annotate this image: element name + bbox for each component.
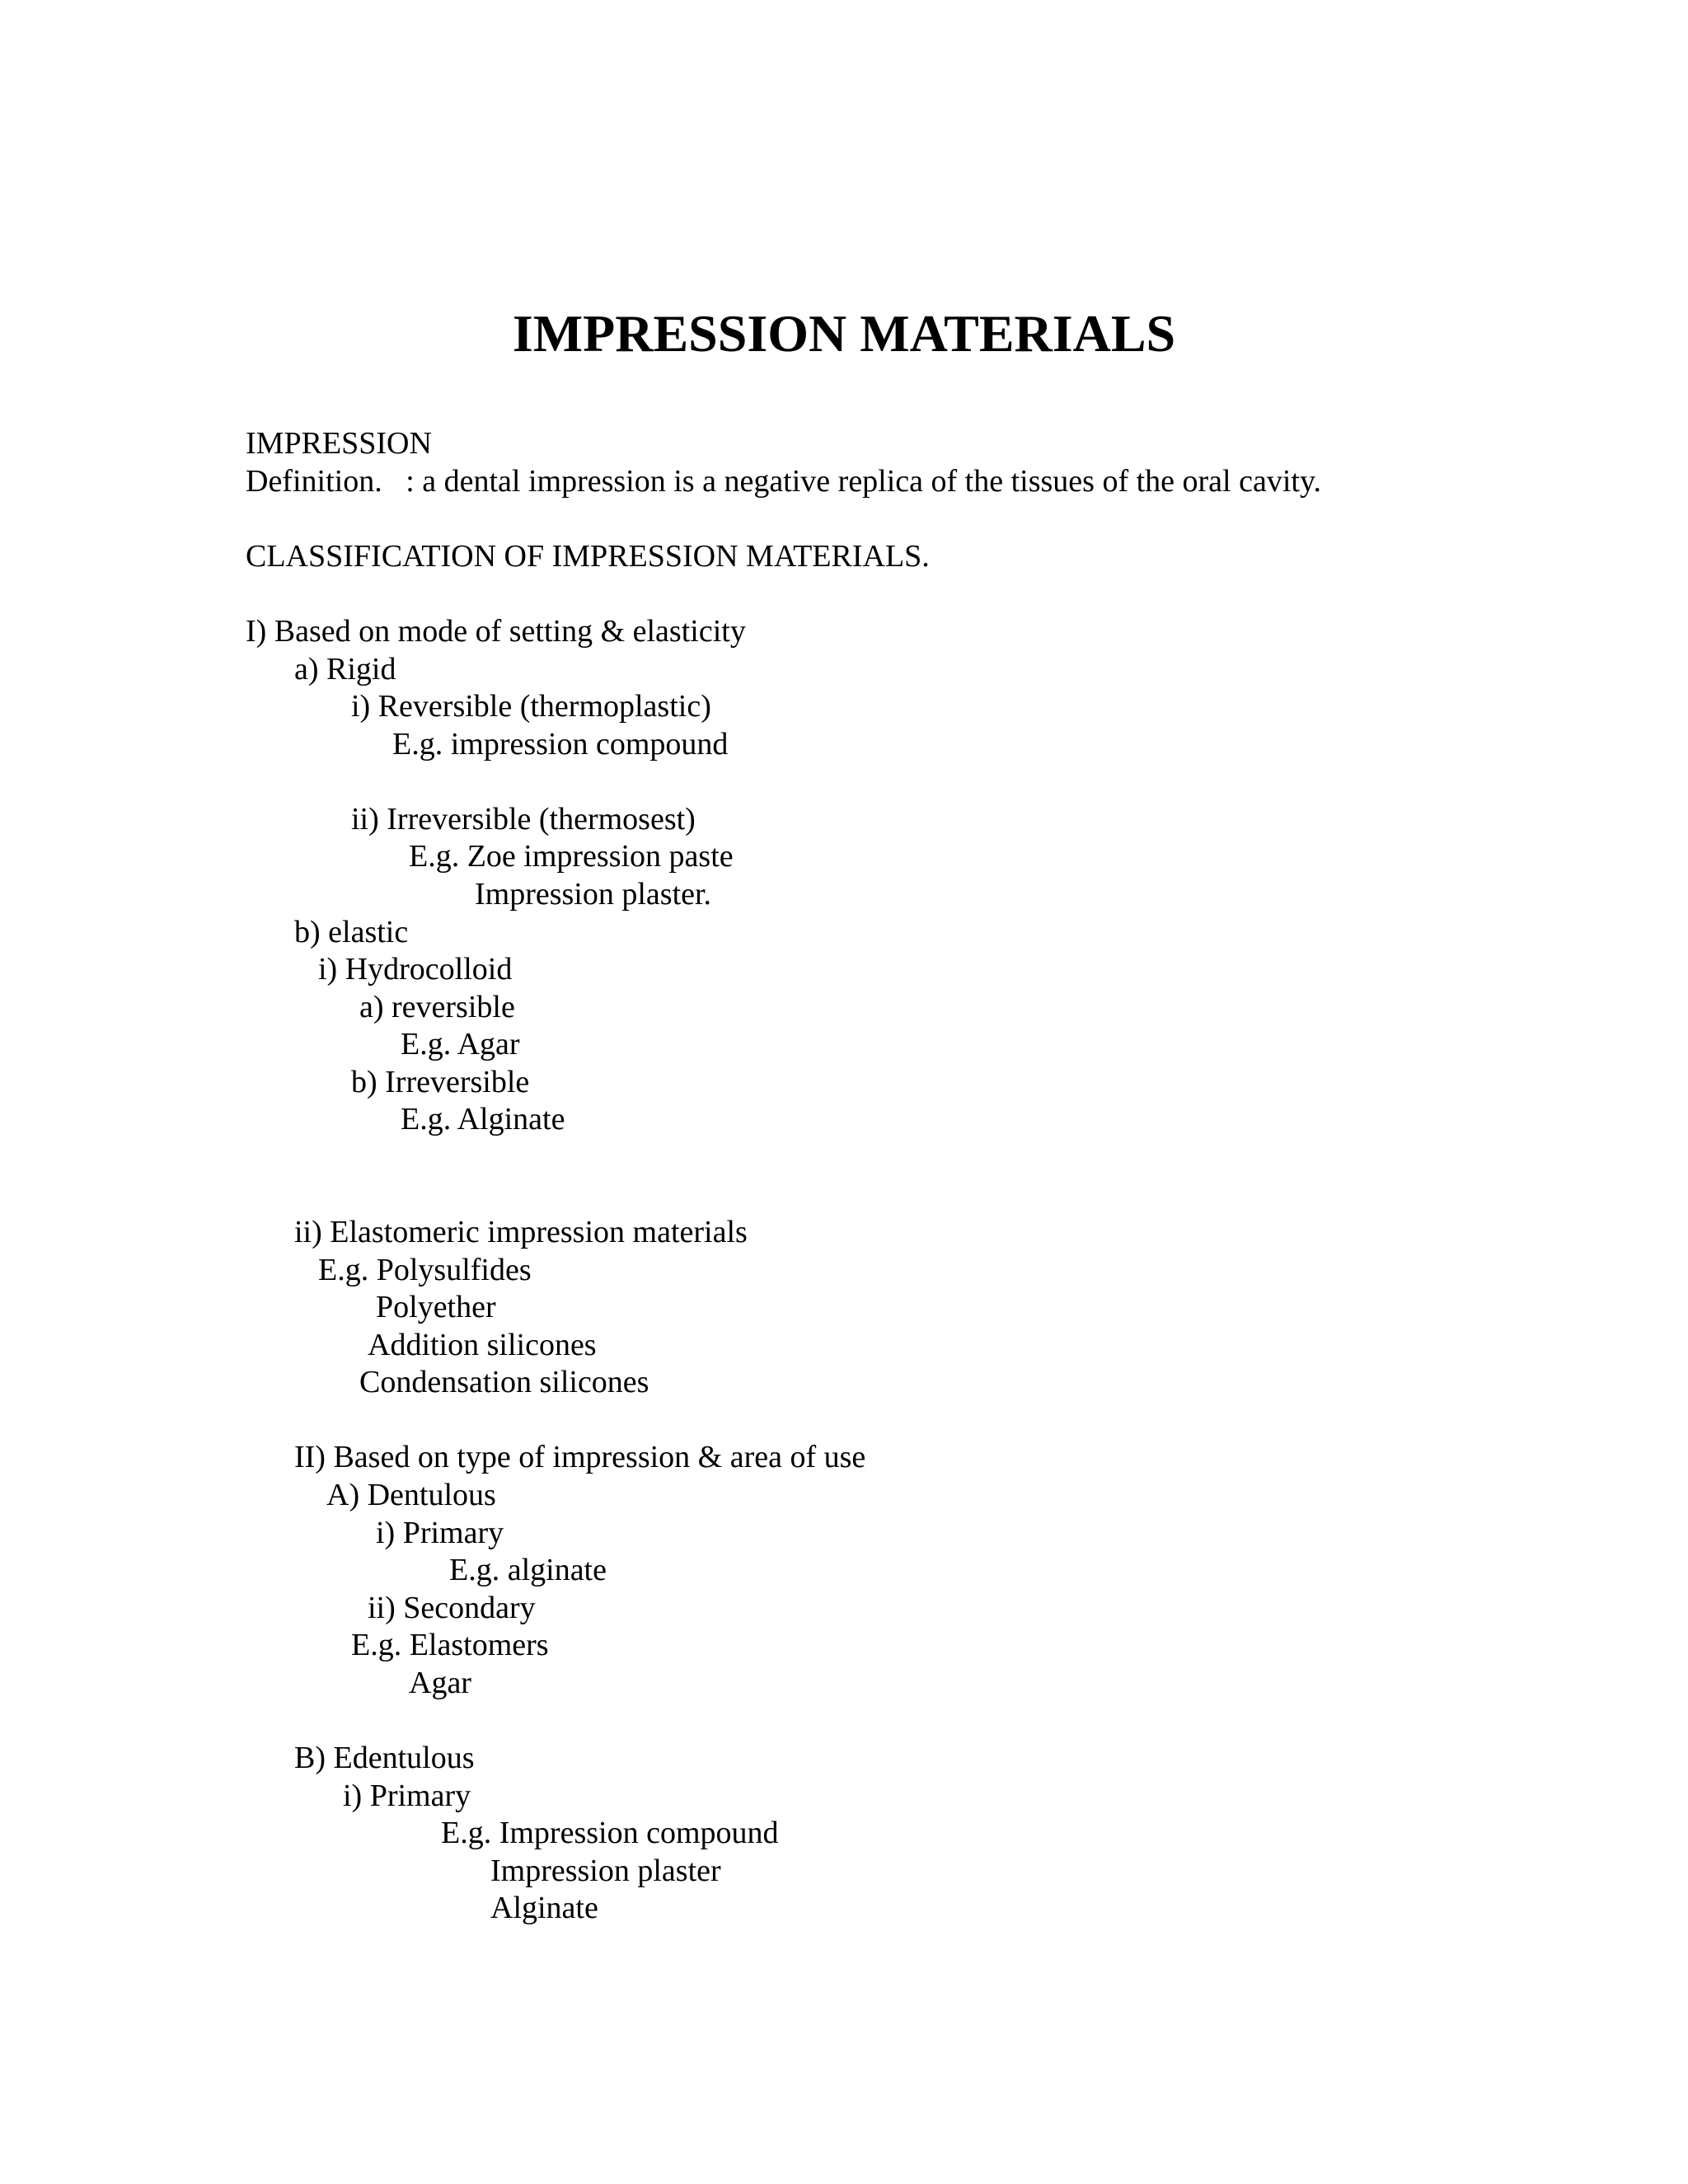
edentulous-label: B) Edentulous: [294, 1741, 475, 1775]
rigid-irreversible-example: Impression plaster.: [475, 877, 712, 912]
hydrocolloid-reversible-example: E.g. Agar: [401, 1027, 520, 1062]
impression-heading: IMPRESSION: [246, 426, 432, 461]
dentulous-secondary: ii) Secondary: [368, 1591, 536, 1625]
rigid-irreversible-example: E.g. Zoe impression paste: [409, 839, 734, 874]
rigid-irreversible: ii) Irreversible (thermosest): [351, 802, 696, 837]
dentulous-label: A) Dentulous: [326, 1478, 496, 1512]
section-1-heading: I) Based on mode of setting & elasticity: [246, 614, 746, 649]
elastomeric-example: E.g. Polysulfides: [318, 1253, 532, 1287]
dentulous-primary-example: E.g. alginate: [449, 1553, 607, 1587]
hydrocolloid-reversible: a) reversible: [359, 990, 515, 1024]
classification-heading: CLASSIFICATION OF IMPRESSION MATERIALS.: [246, 539, 930, 574]
edentulous-primary-example: Impression plaster: [490, 1854, 721, 1888]
rigid-label: a) Rigid: [294, 652, 396, 687]
page-title: IMPRESSION MATERIALS: [512, 304, 1176, 363]
dentulous-secondary-example: Agar: [409, 1666, 471, 1700]
elastomeric-example: Polyether: [376, 1290, 496, 1324]
rigid-reversible: i) Reversible (thermoplastic): [351, 689, 711, 724]
dentulous-primary: i) Primary: [376, 1516, 504, 1550]
section-2-heading: II) Based on type of impression & area of use: [294, 1440, 866, 1474]
edentulous-primary-example: Alginate: [490, 1891, 598, 1925]
elastic-label: b) elastic: [294, 915, 409, 949]
hydrocolloid-irreversible: b) Irreversible: [351, 1065, 530, 1099]
edentulous-primary-example: E.g. Impression compound: [441, 1816, 779, 1850]
edentulous-primary: i) Primary: [343, 1779, 471, 1813]
hydrocolloid-irreversible-example: E.g. Alginate: [401, 1102, 565, 1137]
rigid-reversible-example: E.g. impression compound: [392, 727, 729, 762]
elastomeric-example: Condensation silicones: [359, 1365, 649, 1399]
hydrocolloid-label: i) Hydrocolloid: [318, 952, 513, 987]
elastomeric-example: Addition silicones: [368, 1328, 597, 1362]
elastomeric-label: ii) Elastomeric impression materials: [294, 1215, 748, 1249]
definition-text: Definition. : a dental impression is a negative replica of the tissues of the oral cavity.: [246, 464, 1321, 499]
dentulous-secondary-example: E.g. Elastomers: [351, 1628, 549, 1662]
